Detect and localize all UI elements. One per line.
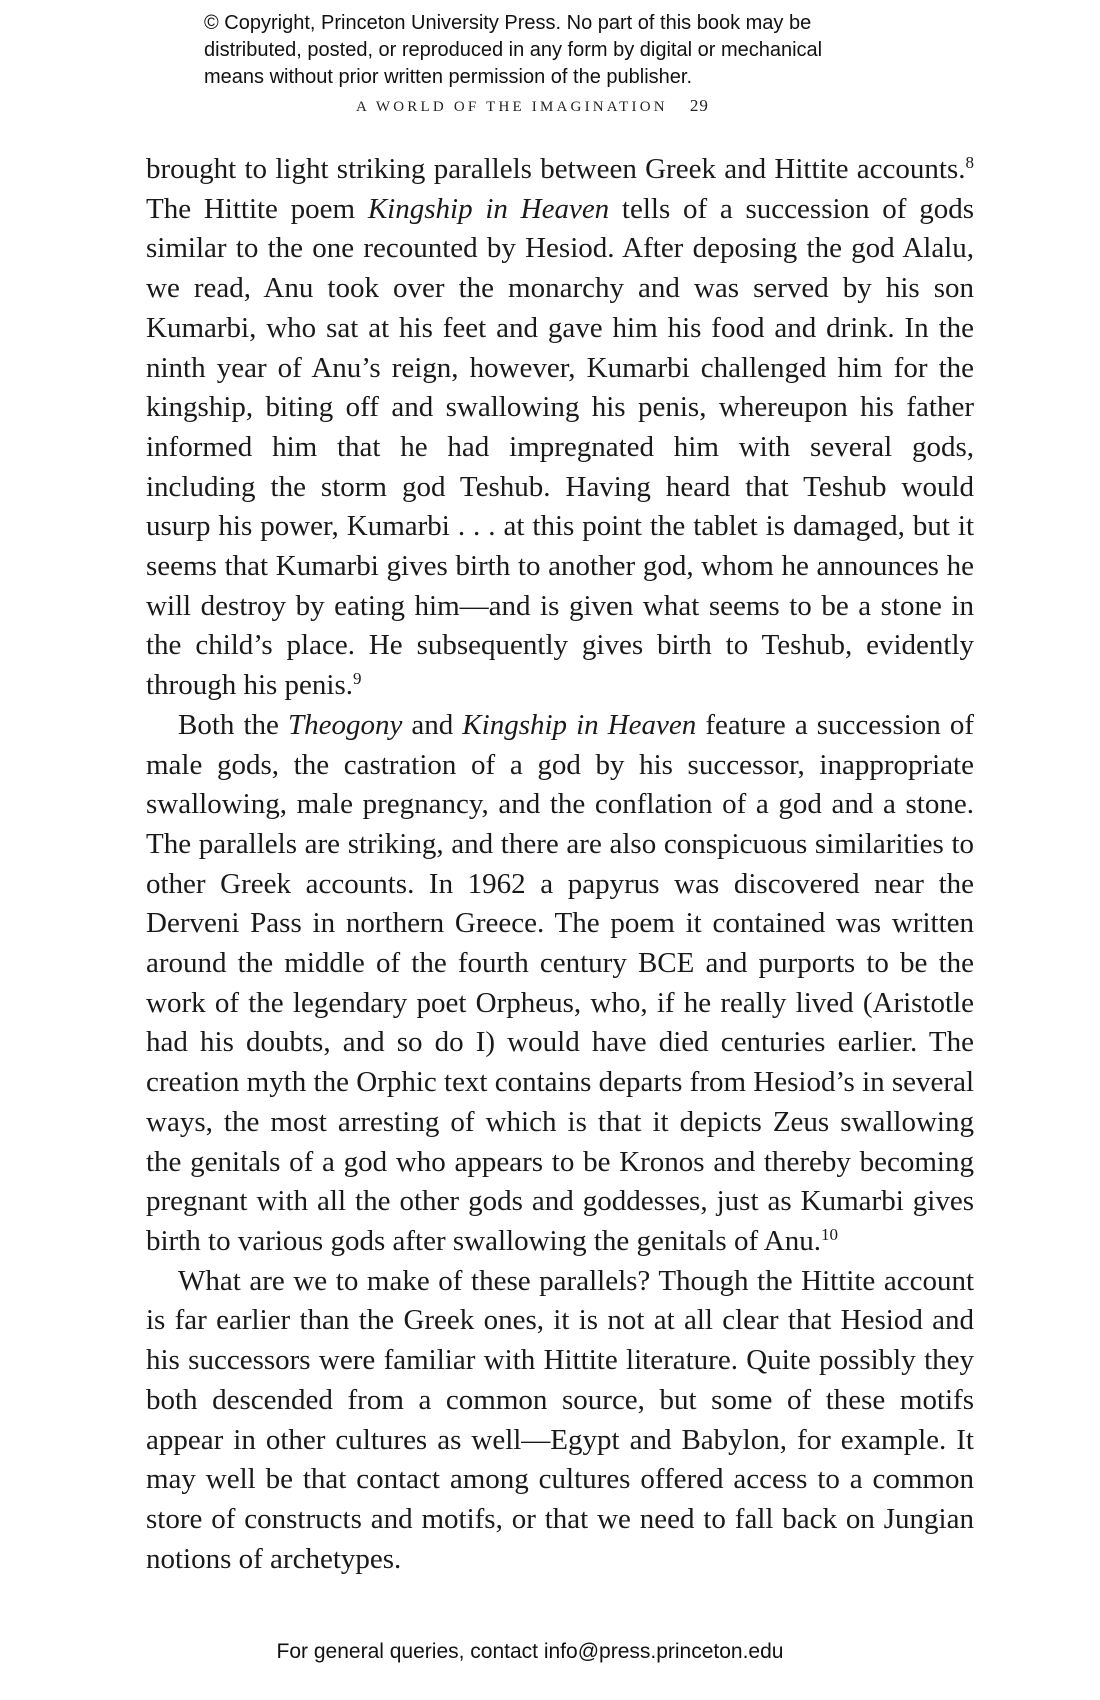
body-text — [146, 150, 974, 1579]
page-number: 29 — [689, 96, 709, 115]
copyright-line: means without prior written permission of the publisher. — [204, 66, 693, 88]
text-run: tells of a succession of gods similar to the one recounted by Hesiod. After deposing the god Alalu, we read, Anu took over the monarchy and was served by his son Kumarbi, who sat at his feet and gave him his food and drink. In the ninth year of Anu’s reign, however, Kumarbi challenged him for the kingship, biting off and swallowing his penis, whereupon his father informed him that he had impregnated him with several gods, including the storm god Teshub. Having heard that Teshub would usurp his power, Kumarbi . . . at this point the tablet is damaged, but it seems that Kumarbi gives birth to another god, whom he announces he will destroy by eating him—and is given what seems to be a stone in the child’s place. He subsequently gives birth to Teshub, evidently through his penis. — [146, 192, 974, 702]
copyright-line: distributed, posted, or reproduced in any form by digital or mechanical — [204, 39, 823, 61]
text-run: and — [402, 708, 463, 741]
italic-title: Kingship in Heaven — [367, 192, 610, 225]
copyright-line: © Copyright, Princeton University Press. No part of this book may be — [204, 12, 812, 34]
text-run: feature a succession of male gods, the castration of a god by his successor, inappropriate swallowing, male pregnancy, and the conflation of a god and a stone. The parallels are striking, and there are also conspicuous similarities to other Greek accounts. In 1962 a papyrus was discovered near the Derveni Pass in northern Greece. The poem it contained was written around the middle of the fourth century BCE and purports to be the work of the legendary poet Orpheus, who, if he really lived (Aristotle had his doubts, and so do I) would have died centuries earlier. The creation myth the Orphic text contains departs from Hesiod’s in several ways, the most arresting of which is that it depicts Zeus swallowing the genitals of a god who appears to be Kronos and thereby becoming pregnant with all the other gods and goddesses, just as Kumarbi gives birth to various gods after swallowing the genitals of Anu. — [146, 708, 975, 1257]
footnote-marker: 10 — [820, 1224, 838, 1244]
text-run: The Hittite poem — [146, 192, 368, 225]
italic-title: Kingship in Heaven — [462, 708, 697, 741]
paragraph — [146, 1262, 974, 1580]
paragraph — [146, 706, 974, 1262]
italic-title: Theogony — [287, 708, 403, 741]
footnote-marker: 8 — [965, 152, 974, 172]
paragraph — [146, 150, 974, 706]
text-run: brought to light striking parallels between Greek and Hittite accounts. — [146, 153, 966, 185]
footer-text: For general queries, contact info@press.princeton.edu — [276, 1640, 784, 1663]
text-run: What are we to make of these parallels? Though the Hittite account is far earlier than the Greek ones, it is not at all clear that Hesiod and his successors were familiar with Hittite literature. Quite possibly they both descended from a common source, but some of these motifs appear in other cultures as well—Egypt and Babylon, for example. It may well be that contact among cultures offered access to a common store of constructs and motifs, or that we need to fall back on Jungian notions of archetypes. — [146, 1264, 974, 1575]
footnote-marker: 9 — [353, 668, 362, 688]
copyright-notice — [204, 10, 964, 91]
running-header — [356, 96, 709, 116]
footer-contact — [0, 1640, 1100, 1664]
text-run: Both the — [178, 708, 288, 741]
running-title: A WORLD OF THE IMAGINATION — [356, 99, 668, 115]
